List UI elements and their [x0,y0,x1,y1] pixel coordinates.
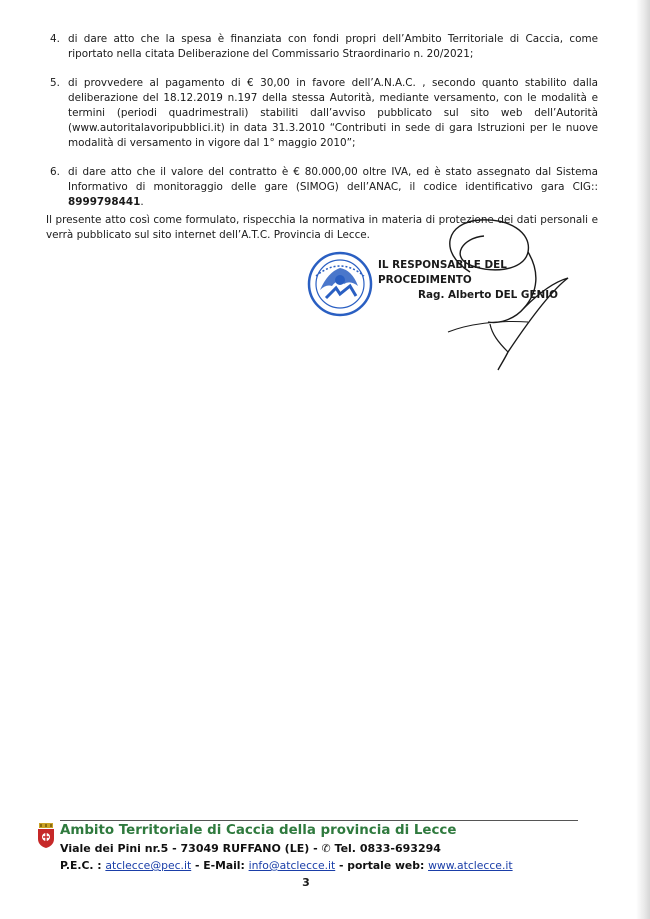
email-link[interactable]: info@atclecce.it [248,859,336,872]
list-number: 4. [50,33,60,45]
list-text: di dare atto che la spesa è finanziata con fondi propri dell’Ambito Territoriale di Caccia, come riportato nella citata Deliberazione del Commissario Straordinario n. 20/2021; [68,33,598,60]
signature-block [378,258,598,303]
list-text [68,165,598,210]
pec-label: P.E.C. : [60,859,106,872]
coat-of-arms-icon [37,823,55,849]
item-text: di dare atto che il valore del contratto è € 80.000,00 oltre IVA, ed è stato assegnato dal Sistema Informativo di monitoraggio delle gare (SIMOG) dell’ANAC, il codice identificativo gara CIG:: [68,166,598,193]
list-text: di provvedere al pagamento di € 30,00 in favore dell’A.N.A.C. , secondo quanto stabilito dalla deliberazione del 18.12.2019 n.197 della stessa Autorità, mediante versamento, con le modalità e termini (periodi quadrimestrali) stabiliti dall’avviso pubblicato sul sito web dell’Autorità (www.autoritalavoripubblici.it) in data 31.3.2010 “Contributi in sede di gara Istruzioni per le nuove modalità di versamento in vigore dal 1° maggio 2010”; [68,77,598,149]
pec-link[interactable]: atclecce@pec.it [105,859,192,872]
page-number: 3 [302,876,310,889]
scan-edge-shadow [636,0,650,919]
signature-title: IL RESPONSABILE DEL PROCEDIMENTO [378,259,507,286]
list-item [46,76,598,152]
list-item [46,165,598,208]
list-item [46,32,598,64]
footer-divider [60,820,578,821]
official-stamp-icon [306,250,374,318]
list-number: 5. [50,77,60,89]
cig-code: 8999798441 [68,196,141,208]
footer-org-name: Ambito Territoriale di Caccia della provincia di Lecce [60,823,457,838]
website-link[interactable]: www.atclecce.it [428,859,513,872]
footer-contacts [60,859,513,872]
closing-paragraph-text: Il presente atto così come formulato, rispecchia la normativa in materia di protezione dei dati personali e verrà pubblicato sul sito internet dell’A.T.C. Provincia di Lecce. [46,214,598,241]
list-number: 6. [50,166,60,178]
footer-address: Viale dei Pini nr.5 - 73049 RUFFANO (LE) - ✆ Tel. 0833-693294 [60,842,441,855]
signature-name: Rag. Alberto DEL GENIO [418,289,558,301]
email-label: - E-Mail: [191,859,249,872]
web-label: - portale web: [335,859,429,872]
item-text-end: . [140,196,144,208]
